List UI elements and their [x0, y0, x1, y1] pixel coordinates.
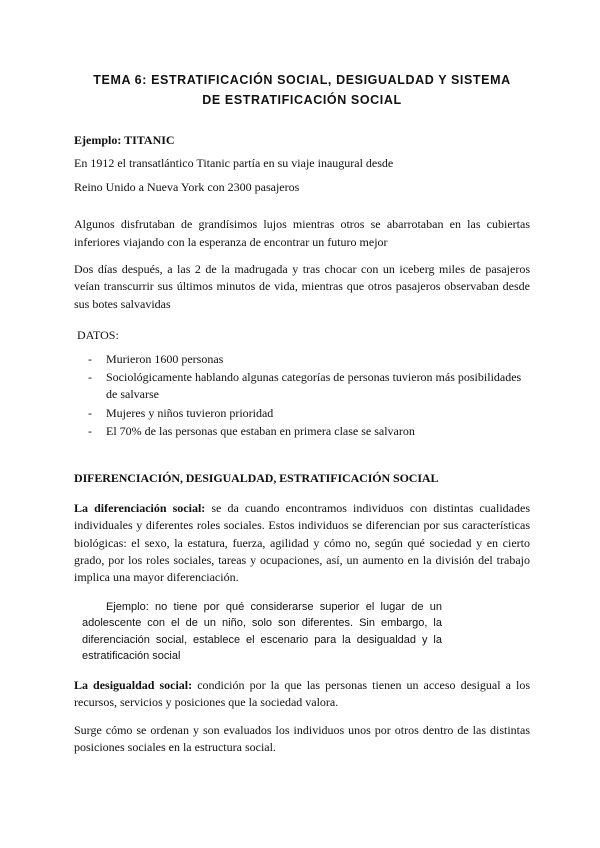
- example-quote: Ejemplo: no tiene por qué considerarse superior el lugar de un adolescente con el de un niño, solo son diferentes. Sin embargo, la diferenciación social, establece el escenario para la desigualdad y la estratificación social: [82, 600, 442, 663]
- paragraph-desigualdad: [74, 677, 530, 712]
- paragraph-iceberg: Dos días después, a las 2 de la madrugada y tras chocar con un iceberg miles de pasajeros veían transcurrir sus últimos minutos de vida, mientras que otros pasajeros observaban desde sus botes salvavidas: [74, 261, 530, 311]
- diferenciacion-term: La diferenciación social:: [74, 500, 206, 515]
- example-heading: Ejemplo: TITANIC: [74, 133, 175, 147]
- list-item: - El 70% de las personas que estaban en primera clase se salvaron: [88, 424, 415, 439]
- desigualdad-text: condición por la que las personas tienen un acceso desigual a los recursos, servicios y posiciones que la sociedad valora.: [74, 677, 530, 710]
- list-item: - Mujeres y niños tuvieron prioridad: [88, 405, 274, 420]
- example-line-2: Reino Unido a Nueva York con 2300 pasajeros: [74, 179, 300, 194]
- paragraph-lujos: Algunos disfrutaban de grandísimos lujos mientras otros se abarrotaban en las cubiertas inferiores viajando con la esperanza de encontrar un futuro mejor: [74, 217, 530, 249]
- example-line-1: En 1912 el transatlántico Titanic partía en su viaje inaugural desde: [74, 156, 394, 171]
- section-heading: DIFERENCIACIÓN, DESIGUALDAD, ESTRATIFICACIÓN SOCIAL: [74, 471, 439, 486]
- datos-label: DATOS:: [77, 328, 119, 343]
- list-item: - Murieron 1600 personas: [88, 351, 224, 366]
- title-line-1: TEMA 6: ESTRATIFICACIÓN SOCIAL, DESIGUALDAD Y SISTEMA: [93, 73, 511, 87]
- page-title: [74, 70, 530, 110]
- paragraph-diferenciacion: [74, 500, 530, 587]
- paragraph-closing: Surge cómo se ordenan y son evaluados los individuos unos por otros dentro de las distintas posiciones sociales en la estructura social.: [74, 722, 530, 754]
- title-line-2: DE ESTRATIFICACIÓN SOCIAL: [202, 93, 402, 107]
- document-page: [74, 70, 530, 756]
- datos-list: [88, 351, 530, 441]
- list-item: - Sociológicamente hablando algunas categorías de personas tuvieron más posibilidades de salvarse: [88, 369, 522, 402]
- desigualdad-term: La desigualdad social:: [74, 677, 193, 692]
- diferenciacion-text: se da cuando encontramos individuos con distintas cualidades individuales y diferentes roles sociales. Estos individuos se diferencian por sus características biológicas: el sexo, la estatura, fuerza, agilidad y cómo no, según qué sociedad y en cierto grado, por los roles sociales, tareas y ocupaciones, así, un aumento en la división del trabajo implica una mayor diferenciación.: [74, 500, 530, 585]
